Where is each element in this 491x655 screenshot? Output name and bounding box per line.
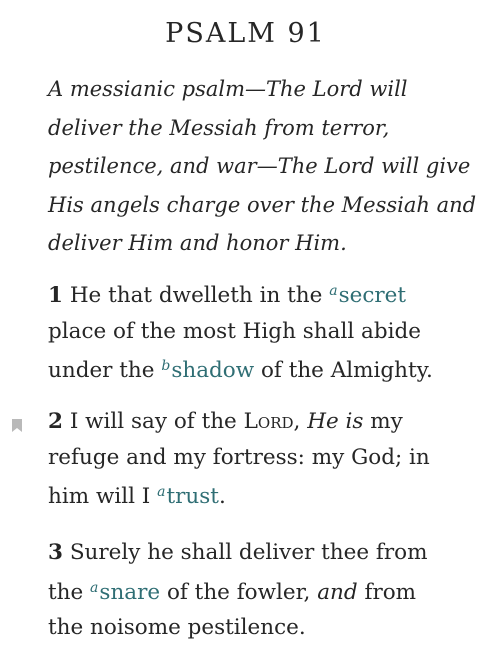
verse-line: refuge and my fortress: my God; in [48,444,430,470]
intro-line: His angels charge over the Messiah and [48,192,477,217]
verse-line [48,349,468,389]
cross-reference-link[interactable]: snare [99,579,161,605]
verse-text: the [48,579,91,605]
footnote-marker[interactable]: a [157,484,166,500]
bookmark-icon-shape [12,419,22,432]
footnote-marker[interactable]: a [329,283,338,299]
cross-reference-link[interactable]: shadow [171,358,255,383]
verse-line [48,274,468,314]
footnote-marker[interactable]: a [90,579,99,596]
lord-small-caps: Lord [243,409,294,434]
verse-number: 3 [48,540,63,565]
footnote-link-secret[interactable] [329,283,406,308]
verse-text: him will I [48,484,158,509]
verse-text: . [218,484,226,509]
verse-number: 2 [48,409,63,434]
intro-line: deliver the Messiah from terror, [48,115,390,140]
italic-text: and [317,579,358,605]
verse-line: the noisome pestilence. [48,615,306,640]
intro-line: A messianic psalm—The Lord will [48,77,408,101]
verse-text: from [357,579,417,605]
verse-text: Surely he shall deliver thee from [69,540,428,565]
verse-line [48,475,468,515]
verse-text: I will say of the [69,409,244,434]
footnote-marker[interactable]: b [161,358,171,374]
verse-text: , [293,409,308,434]
psalm-title: PSALM 91 [165,18,326,49]
verse-line [48,535,468,571]
verse-line [48,404,468,440]
verse-text: He that dwelleth in the [69,283,330,308]
intro-line: deliver Him and honor Him. [48,231,347,255]
cross-reference-link[interactable]: trust [166,484,219,509]
verse-number: 1 [48,283,63,308]
footnote-link-snare[interactable] [90,580,160,605]
verse-text: my [363,409,403,434]
cross-reference-link[interactable]: secret [338,283,407,308]
verse-line: place of the most High shall abide [48,318,421,344]
intro-line: pestilence, and war—The Lord will give [48,154,471,178]
bookmark-icon[interactable] [12,417,22,430]
verse-text: of the fowler, [160,579,318,605]
verse-line [48,571,468,611]
psalm-introduction [48,70,477,263]
footnote-link-shadow[interactable] [161,358,254,383]
footnote-link-trust[interactable] [157,484,219,509]
verse-text: under the [48,358,162,383]
italic-text: He is [307,409,364,434]
verse-3[interactable] [48,535,468,646]
verse-1[interactable] [48,274,468,389]
verse-text: of the Almighty. [254,358,433,383]
verse-2[interactable] [48,404,468,515]
